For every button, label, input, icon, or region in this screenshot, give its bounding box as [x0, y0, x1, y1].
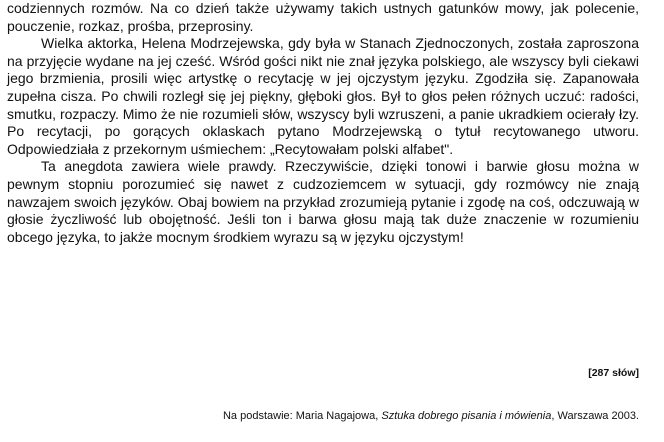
paragraph-1: codziennych rozmów. Na co dzień także używamy takich ustnych gatunków mowy, jak polecenie, pouczenie, rozkaz, prośba, przeprosiny. — [7, 0, 639, 34]
text-block — [7, 0, 639, 246]
source-prefix: Na podstawie: Maria Nagajowa, — [222, 410, 379, 422]
paragraph-3: Ta anegdota zawiera wiele prawdy. Rzeczywiście, dzięki tonowi i barwie głosu można w pewnym stopniu porozumieć się nawet z cudzoziemcem w sytuacji, gdy rozmówcy nie znają nawzajem swoich języków. Obaj bowiem na przykład zrozumieją pytanie i zgodę na coś, odczuwają w głosie życzliwość lub obojętność. Jeśli ton i barwa głosu mają tak duże znaczenie w rozumieniu obcego języka, to jakże mocnym środkiem wyrazu są w języku ojczystym! — [7, 158, 639, 245]
word-count: [287 słów] — [588, 367, 639, 379]
source-citation — [223, 410, 639, 422]
source-suffix: , Warszawa 2003. — [551, 410, 639, 422]
paragraph-2: Wielka aktorka, Helena Modrzejewska, gdy była w Stanach Zjednoczonych, została zaproszona na przyjęcie wydane na jej cześć. Wśród gości nikt nie znał języka polskiego, ale wszyscy byli ciekawi jego brzmienia, prosili więc artystkę o recytację w jej ojczystym języku. Zgodziła się. Zapanowała zupełna cisza. Po chwili rozległ się jej piękny, głęboki głos. Był to głos pełen różnych uczuć: radości, smutku, rozpaczy. Mimo że nie rozumieli słów, wszyscy byli wzruszeni, a panie ukradkiem ocierały łzy. Po recytacji, po gorących oklaskach pytano Modrzejewską o tytuł recytowanego utworu. Odpowiedziała z przekornym uśmiechem: „Recytowałam polski alfabet". — [7, 35, 639, 157]
source-title: Sztuka dobrego pisania i mówienia — [381, 410, 552, 422]
